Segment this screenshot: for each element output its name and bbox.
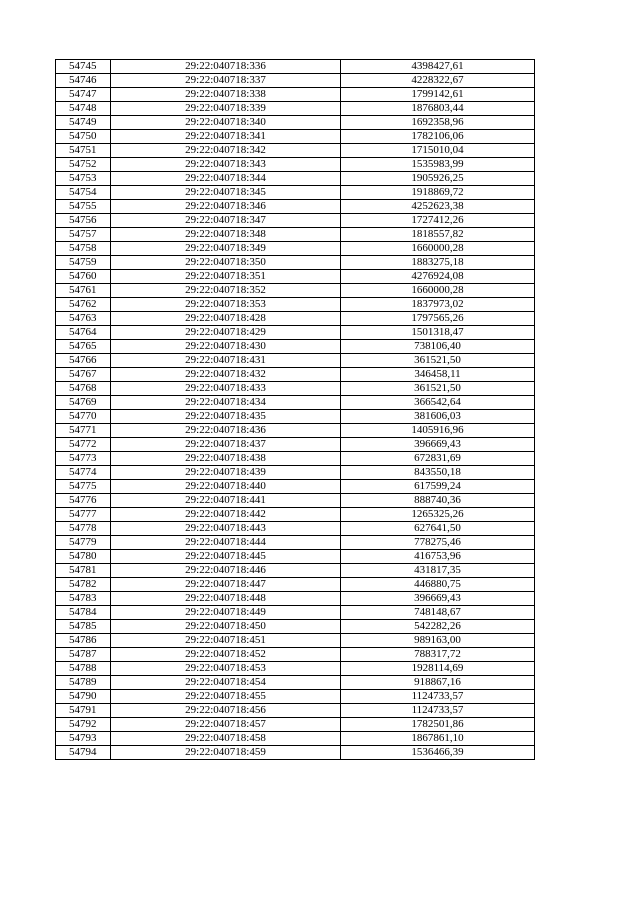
cadastral-number-cell: 29:22:040718:347 [111,214,341,228]
table-row [56,144,535,158]
table-row [56,494,535,508]
row-number-cell: 54758 [56,242,111,256]
table-row [56,690,535,704]
cadastral-number-cell: 29:22:040718:336 [111,60,341,74]
cadastral-number-cell: 29:22:040718:453 [111,662,341,676]
row-number-cell: 54781 [56,564,111,578]
table-row [56,242,535,256]
cadastral-number-cell: 29:22:040718:459 [111,746,341,760]
row-number-cell: 54768 [56,382,111,396]
table-row [56,214,535,228]
value-cell: 1535983,99 [341,158,535,172]
value-cell: 672831,69 [341,452,535,466]
row-number-cell: 54756 [56,214,111,228]
cadastral-number-cell: 29:22:040718:429 [111,326,341,340]
table-body [56,60,535,760]
value-cell: 1799142,61 [341,88,535,102]
row-number-cell: 54790 [56,690,111,704]
table-row [56,466,535,480]
row-number-cell: 54749 [56,116,111,130]
cadastral-number-cell: 29:22:040718:437 [111,438,341,452]
value-cell: 1501318,47 [341,326,535,340]
row-number-cell: 54794 [56,746,111,760]
value-cell: 1782501,86 [341,718,535,732]
cadastral-number-cell: 29:22:040718:444 [111,536,341,550]
cadastral-number-cell: 29:22:040718:456 [111,704,341,718]
value-cell: 888740,36 [341,494,535,508]
cadastral-number-cell: 29:22:040718:434 [111,396,341,410]
cadastral-number-cell: 29:22:040718:432 [111,368,341,382]
cadastral-number-cell: 29:22:040718:338 [111,88,341,102]
table-row [56,592,535,606]
cadastral-number-cell: 29:22:040718:428 [111,312,341,326]
table-row [56,354,535,368]
row-number-cell: 54791 [56,704,111,718]
table-row [56,158,535,172]
value-cell: 1727412,26 [341,214,535,228]
table-row [56,578,535,592]
value-cell: 4252623,38 [341,200,535,214]
row-number-cell: 54784 [56,606,111,620]
value-cell: 1797565,26 [341,312,535,326]
row-number-cell: 54765 [56,340,111,354]
value-cell: 1883275,18 [341,256,535,270]
table-row [56,634,535,648]
value-cell: 1405916,96 [341,424,535,438]
row-number-cell: 54760 [56,270,111,284]
table-row [56,200,535,214]
cadastral-number-cell: 29:22:040718:351 [111,270,341,284]
value-cell: 396669,43 [341,438,535,452]
value-cell: 1918869,72 [341,186,535,200]
table-row [56,88,535,102]
table-row [56,326,535,340]
table-row [56,704,535,718]
cadastral-number-cell: 29:22:040718:455 [111,690,341,704]
cadastral-number-cell: 29:22:040718:340 [111,116,341,130]
table-row [56,620,535,634]
row-number-cell: 54755 [56,200,111,214]
table-row [56,452,535,466]
table-row [56,312,535,326]
table-row [56,298,535,312]
cadastral-number-cell: 29:22:040718:433 [111,382,341,396]
row-number-cell: 54792 [56,718,111,732]
cadastral-number-cell: 29:22:040718:439 [111,466,341,480]
row-number-cell: 54759 [56,256,111,270]
row-number-cell: 54751 [56,144,111,158]
value-cell: 1692358,96 [341,116,535,130]
cadastral-number-cell: 29:22:040718:339 [111,102,341,116]
cadastral-number-cell: 29:22:040718:450 [111,620,341,634]
cadastral-number-cell: 29:22:040718:337 [111,74,341,88]
cadastral-number-cell: 29:22:040718:449 [111,606,341,620]
value-cell: 778275,46 [341,536,535,550]
data-table [55,59,535,760]
table-row [56,480,535,494]
row-number-cell: 54752 [56,158,111,172]
value-cell: 431817,35 [341,564,535,578]
cadastral-number-cell: 29:22:040718:448 [111,592,341,606]
value-cell: 989163,00 [341,634,535,648]
cadastral-number-cell: 29:22:040718:431 [111,354,341,368]
cadastral-number-cell: 29:22:040718:350 [111,256,341,270]
table-row [56,130,535,144]
table-row [56,284,535,298]
value-cell: 416753,96 [341,550,535,564]
row-number-cell: 54786 [56,634,111,648]
row-number-cell: 54777 [56,508,111,522]
table-row [56,732,535,746]
cadastral-number-cell: 29:22:040718:352 [111,284,341,298]
cadastral-number-cell: 29:22:040718:344 [111,172,341,186]
value-cell: 627641,50 [341,522,535,536]
cadastral-number-cell: 29:22:040718:342 [111,144,341,158]
value-cell: 366542,64 [341,396,535,410]
table-row [56,508,535,522]
row-number-cell: 54785 [56,620,111,634]
value-cell: 738106,40 [341,340,535,354]
cadastral-number-cell: 29:22:040718:441 [111,494,341,508]
value-cell: 617599,24 [341,480,535,494]
value-cell: 542282,26 [341,620,535,634]
table-row [56,438,535,452]
row-number-cell: 54770 [56,410,111,424]
value-cell: 1715010,04 [341,144,535,158]
value-cell: 1265325,26 [341,508,535,522]
table-row [56,368,535,382]
value-cell: 4398427,61 [341,60,535,74]
table-row [56,116,535,130]
value-cell: 1782106,06 [341,130,535,144]
table-row [56,648,535,662]
row-number-cell: 54772 [56,438,111,452]
row-number-cell: 54769 [56,396,111,410]
value-cell: 1660000,28 [341,284,535,298]
table-row [56,228,535,242]
table-row [56,74,535,88]
cadastral-number-cell: 29:22:040718:451 [111,634,341,648]
row-number-cell: 54767 [56,368,111,382]
cadastral-number-cell: 29:22:040718:454 [111,676,341,690]
table-row [56,340,535,354]
cadastral-number-cell: 29:22:040718:443 [111,522,341,536]
value-cell: 4276924,08 [341,270,535,284]
row-number-cell: 54746 [56,74,111,88]
table-row [56,564,535,578]
cadastral-number-cell: 29:22:040718:438 [111,452,341,466]
value-cell: 361521,50 [341,382,535,396]
table-row [56,606,535,620]
table-row [56,522,535,536]
value-cell: 1905926,25 [341,172,535,186]
value-cell: 1124733,57 [341,704,535,718]
row-number-cell: 54778 [56,522,111,536]
cadastral-number-cell: 29:22:040718:446 [111,564,341,578]
row-number-cell: 54763 [56,312,111,326]
cadastral-number-cell: 29:22:040718:341 [111,130,341,144]
value-cell: 1837973,02 [341,298,535,312]
cadastral-number-cell: 29:22:040718:458 [111,732,341,746]
cadastral-number-cell: 29:22:040718:430 [111,340,341,354]
table-row [56,718,535,732]
row-number-cell: 54788 [56,662,111,676]
row-number-cell: 54783 [56,592,111,606]
value-cell: 1124733,57 [341,690,535,704]
row-number-cell: 54774 [56,466,111,480]
cadastral-number-cell: 29:22:040718:345 [111,186,341,200]
cadastral-number-cell: 29:22:040718:353 [111,298,341,312]
table-row [56,396,535,410]
cadastral-number-cell: 29:22:040718:440 [111,480,341,494]
cadastral-number-cell: 29:22:040718:435 [111,410,341,424]
cadastral-number-cell: 29:22:040718:348 [111,228,341,242]
value-cell: 4228322,67 [341,74,535,88]
row-number-cell: 54757 [56,228,111,242]
value-cell: 361521,50 [341,354,535,368]
table-row [56,662,535,676]
cadastral-number-cell: 29:22:040718:346 [111,200,341,214]
value-cell: 843550,18 [341,466,535,480]
table-row [56,186,535,200]
row-number-cell: 54748 [56,102,111,116]
row-number-cell: 54793 [56,732,111,746]
value-cell: 1876803,44 [341,102,535,116]
value-cell: 1867861,10 [341,732,535,746]
value-cell: 1928114,69 [341,662,535,676]
table-row [56,550,535,564]
table-row [56,536,535,550]
table-row [56,172,535,186]
table-row [56,746,535,760]
value-cell: 1536466,39 [341,746,535,760]
cadastral-number-cell: 29:22:040718:452 [111,648,341,662]
value-cell: 396669,43 [341,592,535,606]
cadastral-number-cell: 29:22:040718:436 [111,424,341,438]
row-number-cell: 54766 [56,354,111,368]
cadastral-number-cell: 29:22:040718:442 [111,508,341,522]
cadastral-number-cell: 29:22:040718:447 [111,578,341,592]
cadastral-number-cell: 29:22:040718:343 [111,158,341,172]
row-number-cell: 54773 [56,452,111,466]
table-row [56,424,535,438]
value-cell: 748148,67 [341,606,535,620]
cadastral-number-cell: 29:22:040718:457 [111,718,341,732]
value-cell: 381606,03 [341,410,535,424]
table-row [56,382,535,396]
row-number-cell: 54771 [56,424,111,438]
value-cell: 346458,11 [341,368,535,382]
row-number-cell: 54761 [56,284,111,298]
table-row [56,270,535,284]
row-number-cell: 54750 [56,130,111,144]
cadastral-number-cell: 29:22:040718:349 [111,242,341,256]
row-number-cell: 54776 [56,494,111,508]
row-number-cell: 54782 [56,578,111,592]
table-row [56,102,535,116]
row-number-cell: 54745 [56,60,111,74]
row-number-cell: 54779 [56,536,111,550]
row-number-cell: 54762 [56,298,111,312]
table-row [56,676,535,690]
row-number-cell: 54775 [56,480,111,494]
value-cell: 788317,72 [341,648,535,662]
value-cell: 918867,16 [341,676,535,690]
value-cell: 446880,75 [341,578,535,592]
value-cell: 1818557,82 [341,228,535,242]
value-cell: 1660000,28 [341,242,535,256]
row-number-cell: 54780 [56,550,111,564]
row-number-cell: 54789 [56,676,111,690]
table-row [56,256,535,270]
table-row [56,410,535,424]
row-number-cell: 54753 [56,172,111,186]
row-number-cell: 54787 [56,648,111,662]
table-row [56,60,535,74]
row-number-cell: 54764 [56,326,111,340]
cadastral-number-cell: 29:22:040718:445 [111,550,341,564]
row-number-cell: 54754 [56,186,111,200]
row-number-cell: 54747 [56,88,111,102]
